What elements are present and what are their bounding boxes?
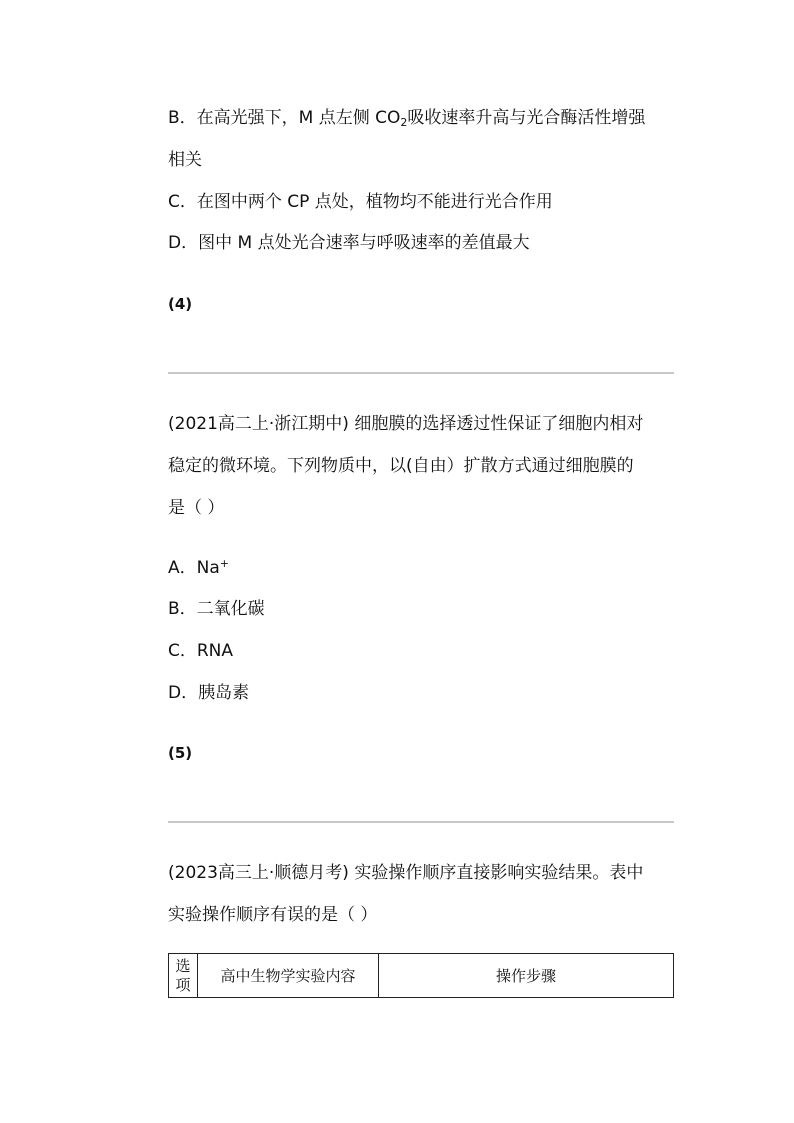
q5-stem-line1: (2023高三上·顺德月考) 实验操作顺序直接影响实验结果。表中: [168, 863, 644, 883]
q5-label: (5): [168, 744, 193, 762]
q3-option-c: C．在图中两个 CP 点处，植物均不能进行光合作用: [168, 192, 553, 212]
q3-option-b-text-post: 吸收速率升高与光合酶活性增强: [407, 108, 646, 128]
table-header-steps: 操作步骤: [379, 954, 674, 998]
q4-divider: [168, 372, 674, 374]
q3-option-b-subscript: 2: [400, 116, 408, 129]
q5-experiment-table: [168, 953, 674, 998]
q4-stem-line2: 稳定的微环境。下列物质中，以(自由）扩散方式通过细胞膜的: [168, 456, 634, 476]
q3-option-b-line2: 相关: [168, 150, 202, 170]
q4-option-d: D．胰岛素: [168, 683, 250, 703]
q4-label: (4): [168, 295, 193, 313]
q5-stem-line2: 实验操作顺序有误的是（ ）: [168, 905, 378, 925]
q4-option-c: C．RNA: [168, 641, 234, 661]
q3-option-b-line1: [168, 106, 645, 130]
table-header-option: 选项: [169, 954, 198, 998]
q4-option-a-text: A．Na: [168, 558, 220, 578]
q3-option-d: D．图中 M 点处光合速率与呼吸速率的差值最大: [168, 233, 530, 253]
q4-option-a: [168, 556, 229, 580]
q3-option-b-text-pre: B．在高光强下，M 点左侧 CO: [168, 108, 401, 128]
q4-option-b: B．二氧化碳: [168, 599, 265, 619]
table-header-row: [169, 954, 674, 998]
q5-divider: [168, 821, 674, 823]
table-header-content: 高中生物学实验内容: [198, 954, 379, 998]
q4-stem-line1: (2021高二上·浙江期中) 细胞膜的选择透过性保证了细胞内相对: [168, 414, 644, 434]
q4-stem-line3: 是（ ）: [168, 498, 225, 518]
q4-option-a-superscript: +: [219, 557, 229, 570]
